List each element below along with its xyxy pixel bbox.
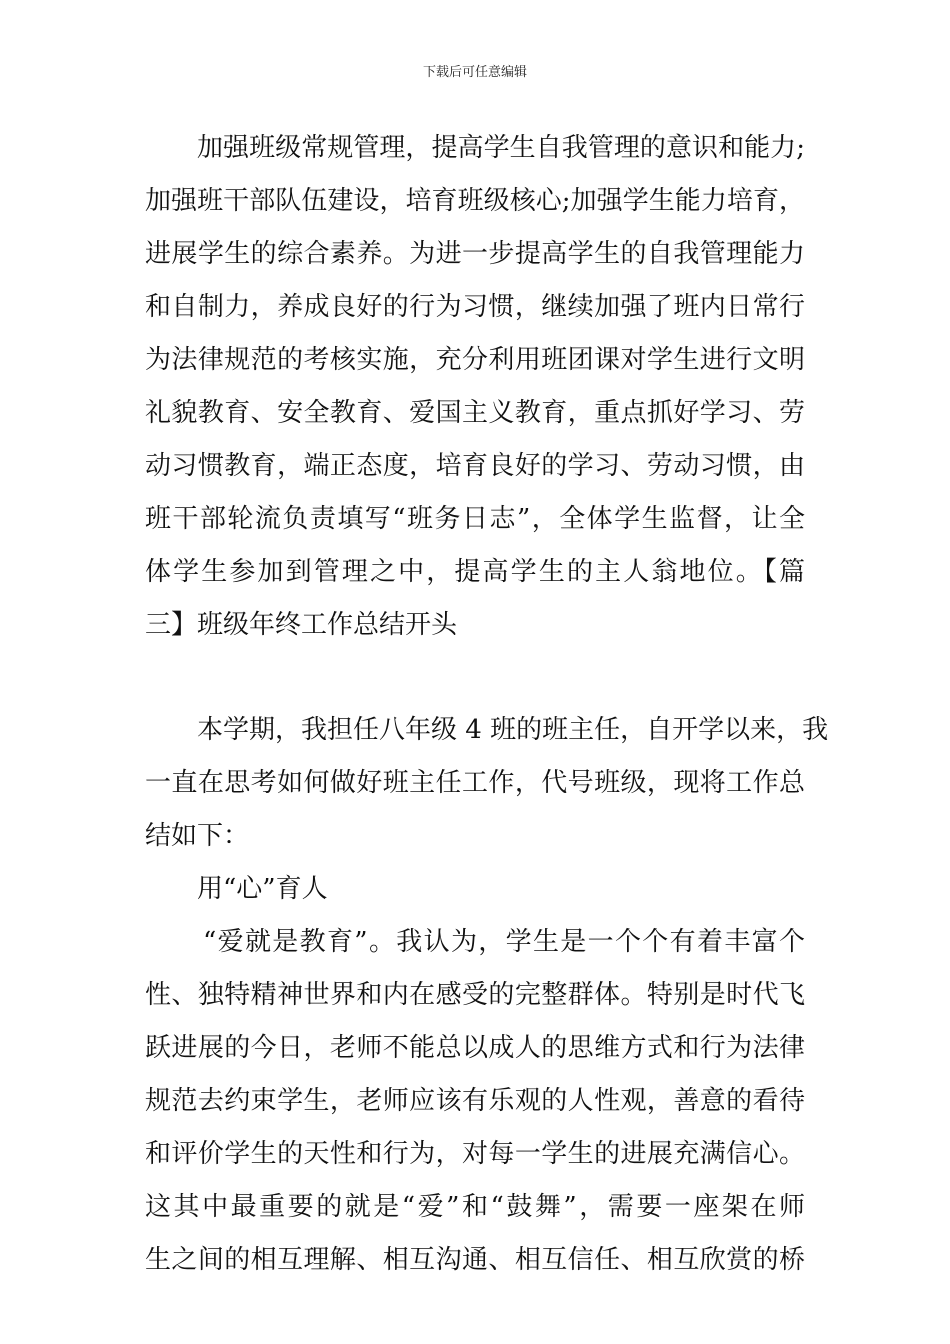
paragraph-1 bbox=[145, 122, 805, 652]
paragraph-line: “爱就是教育”。我认为，学生是一个个有着丰富个 bbox=[203, 927, 805, 957]
paragraph-line: 这其中最重要的就是“爱”和“鼓舞”，需要一座架在师 bbox=[145, 1192, 805, 1222]
paragraph-line: 班干部轮流负责填写“班务日志”，全体学生监督，让全 bbox=[145, 504, 805, 534]
paragraph-line: 三】班级年终工作总结开头 bbox=[145, 610, 458, 640]
paragraph-line: 一直在思考如何做好班主任工作，代号班级，现将工作总 bbox=[145, 768, 805, 798]
paragraph-line: 体学生参加到管理之中，提高学生的主人翁地位。【篇 bbox=[145, 557, 805, 587]
paragraph-line: 加强班级常规管理，提高学生自我管理的意识和能力; bbox=[197, 133, 805, 163]
paragraph-2 bbox=[145, 704, 829, 863]
paragraph-line: 跃进展的今日，老师不能总以成人的思维方式和行为法律 bbox=[145, 1033, 805, 1063]
paragraph-line: 加强班干部队伍建设，培育班级核心;加强学生能力培育， bbox=[145, 186, 805, 216]
paragraph-line: 性、独特精神世界和内在感受的完整群体。特别是时代飞 bbox=[145, 980, 805, 1010]
paragraph-gap bbox=[145, 652, 805, 704]
page-header: 下载后可任意编辑 bbox=[422, 65, 527, 80]
document-body bbox=[145, 122, 829, 1287]
paragraph-line: 本学期，我担任八年级 4 班的班主任，自开学以来，我 bbox=[197, 715, 829, 745]
paragraph-line: 结如下： bbox=[145, 821, 250, 851]
paragraph-line: 和评价学生的天性和行为，对每一学生的进展充满信心。 bbox=[145, 1139, 805, 1169]
section-heading-text: 用“心”育人 bbox=[197, 874, 328, 904]
paragraph-line: 和自制力，养成良好的行为习惯，继续加强了班内日常行 bbox=[145, 292, 805, 322]
paragraph-3 bbox=[145, 916, 805, 1287]
paragraph-line: 规范去约束学生，老师应该有乐观的人性观，善意的看待 bbox=[145, 1086, 805, 1116]
paragraph-line: 进展学生的综合素养。为进一步提高学生的自我管理能力 bbox=[145, 239, 805, 269]
paragraph-line: 动习惯教育，端正态度，培育良好的学习、劳动习惯，由 bbox=[145, 451, 805, 481]
paragraph-line: 为法律规范的考核实施，充分利用班团课对学生进行文明 bbox=[145, 345, 805, 375]
paragraph-line: 生之间的相互理解、相互沟通、相互信任、相互欣赏的桥 bbox=[145, 1245, 805, 1275]
section-heading bbox=[145, 863, 805, 916]
paragraph-line: 礼貌教育、安全教育、爱国主义教育，重点抓好学习、劳 bbox=[145, 398, 805, 428]
